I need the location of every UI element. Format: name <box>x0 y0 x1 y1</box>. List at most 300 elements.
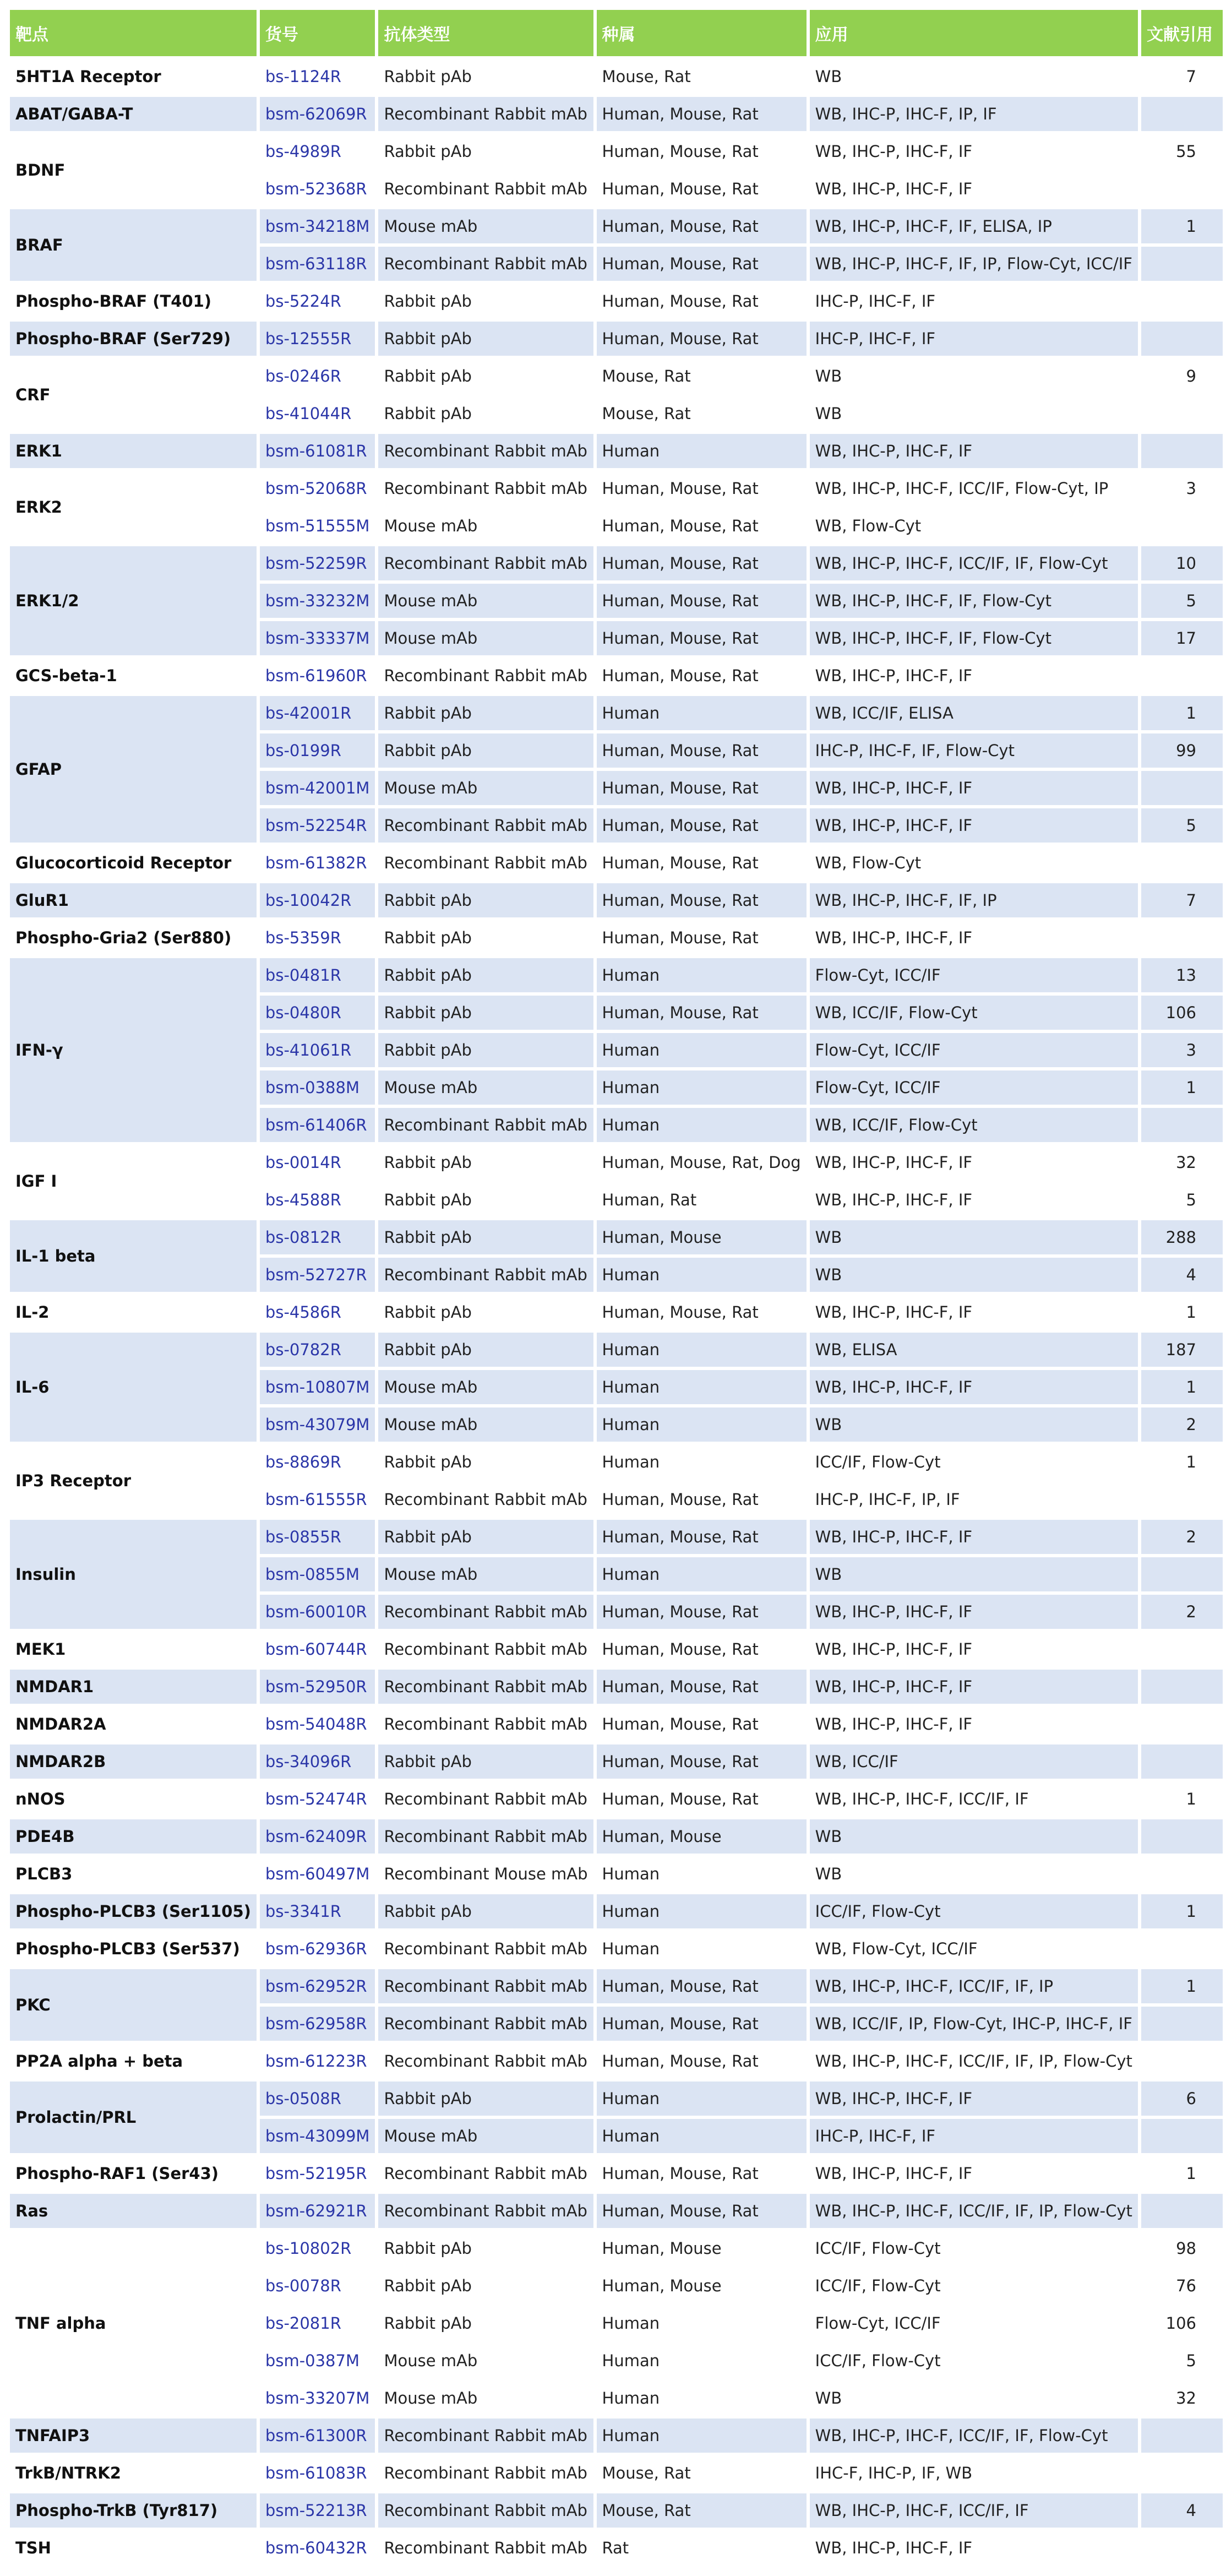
application-cell: WB, ICC/IF, Flow-Cyt <box>810 1108 1138 1142</box>
application-cell: WB, IHC-P, IHC-F, ICC/IF, IF, IP, Flow-Cyt <box>810 2044 1138 2078</box>
table-row <box>10 1744 1223 1779</box>
antibody-type-cell: Rabbit pAb <box>378 1033 593 1067</box>
application-cell: WB, IHC-P, IHC-F, IF <box>810 1670 1138 1704</box>
catalog-cell[interactable]: bs-0014R <box>260 1145 375 1180</box>
citations-cell <box>1141 1819 1223 1854</box>
antibody-table <box>7 7 1226 2568</box>
species-cell: Human, Mouse, Rat <box>597 2156 807 2191</box>
target-cell: Phospho-RAF1 (Ser43) <box>10 2156 257 2191</box>
citations-cell <box>1141 2456 1223 2490</box>
table-row <box>10 846 1223 880</box>
species-cell: Mouse, Rat <box>597 59 807 94</box>
catalog-cell[interactable]: bsm-52213R <box>260 2493 375 2528</box>
catalog-cell[interactable]: bsm-52254R <box>260 808 375 843</box>
target-cell: MEK1 <box>10 1632 257 1666</box>
citations-cell: 9 <box>1141 359 1223 393</box>
species-cell: Human, Mouse, Rat <box>597 733 807 768</box>
antibody-type-cell: Recombinant Rabbit mAb <box>378 2531 593 2565</box>
catalog-cell[interactable]: bs-0812R <box>260 1220 375 1254</box>
table-row <box>10 97 1223 131</box>
species-cell: Human <box>597 1557 807 1591</box>
species-cell: Human <box>597 1407 807 1442</box>
citations-cell: 32 <box>1141 2381 1223 2415</box>
citations-cell: 4 <box>1141 1258 1223 1292</box>
species-cell: Human, Mouse, Rat <box>597 134 807 169</box>
application-cell: WB, IHC-P, IHC-F, ICC/IF, IF, IP, Flow-Cyt <box>810 2194 1138 2228</box>
citations-cell <box>1141 1482 1223 1517</box>
target-cell: GluR1 <box>10 883 257 917</box>
application-cell: ICC/IF, Flow-Cyt <box>810 1894 1138 1928</box>
citations-cell: 13 <box>1141 958 1223 992</box>
species-cell: Human <box>597 2381 807 2415</box>
application-cell: WB, IHC-P, IHC-F, IF <box>810 2156 1138 2191</box>
citations-cell <box>1141 2044 1223 2078</box>
species-cell: Human <box>597 1370 807 1404</box>
antibody-type-cell: Rabbit pAb <box>378 59 593 94</box>
species-cell: Human, Mouse, Rat <box>597 846 807 880</box>
catalog-cell[interactable]: bs-42001R <box>260 696 375 730</box>
antibody-type-cell: Rabbit pAb <box>378 958 593 992</box>
antibody-type-cell: Rabbit pAb <box>378 2082 593 2116</box>
catalog-cell[interactable]: bsm-52068R <box>260 471 375 506</box>
application-cell: WB, IHC-P, IHC-F, IF <box>810 1145 1138 1180</box>
catalog-cell[interactable]: bs-3341R <box>260 1894 375 1928</box>
antibody-type-cell: Recombinant Rabbit mAb <box>378 1595 593 1629</box>
species-cell: Rat <box>597 2531 807 2565</box>
header-application: 应用 <box>810 10 1138 56</box>
antibody-type-cell: Mouse mAb <box>378 2119 593 2153</box>
catalog-cell[interactable]: bs-2081R <box>260 2306 375 2340</box>
catalog-cell[interactable]: bsm-62921R <box>260 2194 375 2228</box>
application-cell: WB <box>810 2381 1138 2415</box>
catalog-cell[interactable]: bsm-63118R <box>260 247 375 281</box>
application-cell: WB, IHC-P, IHC-F, IF <box>810 921 1138 955</box>
species-cell: Human, Mouse, Rat <box>597 1595 807 1629</box>
application-cell: ICC/IF, Flow-Cyt <box>810 2344 1138 2378</box>
species-cell: Human <box>597 2082 807 2116</box>
citations-cell: 3 <box>1141 471 1223 506</box>
catalog-cell[interactable]: bsm-62952R <box>260 1969 375 2003</box>
antibody-type-cell: Rabbit pAb <box>378 359 593 393</box>
catalog-cell[interactable]: bs-4586R <box>260 1295 375 1329</box>
target-cell: IL-1 beta <box>10 1220 257 1292</box>
catalog-cell[interactable]: bsm-52195R <box>260 2156 375 2191</box>
catalog-cell[interactable]: bs-34096R <box>260 1744 375 1779</box>
catalog-cell[interactable]: bs-8869R <box>260 1445 375 1479</box>
antibody-type-cell: Rabbit pAb <box>378 396 593 431</box>
table-row <box>10 2082 1223 2116</box>
table-row <box>10 434 1223 468</box>
catalog-cell[interactable]: bs-0480R <box>260 996 375 1030</box>
table-row <box>10 958 1223 992</box>
species-cell: Human, Mouse, Rat <box>597 172 807 206</box>
target-cell: BDNF <box>10 134 257 206</box>
application-cell: WB, IHC-P, IHC-F, IF <box>810 1295 1138 1329</box>
citations-cell <box>1141 2419 1223 2453</box>
table-row <box>10 2156 1223 2191</box>
table-row <box>10 1894 1223 1928</box>
catalog-cell[interactable]: bs-0782R <box>260 1333 375 1367</box>
catalog-cell[interactable]: bsm-61081R <box>260 434 375 468</box>
antibody-type-cell: Recombinant Mouse mAb <box>378 1857 593 1891</box>
antibody-type-cell: Rabbit pAb <box>378 1183 593 1217</box>
header-row <box>10 10 1223 56</box>
catalog-cell[interactable]: bsm-10807M <box>260 1370 375 1404</box>
species-cell: Human, Mouse <box>597 1220 807 1254</box>
species-cell: Human <box>597 1445 807 1479</box>
application-cell: ICC/IF, Flow-Cyt <box>810 2231 1138 2265</box>
catalog-cell[interactable]: bsm-52368R <box>260 172 375 206</box>
antibody-type-cell: Recombinant Rabbit mAb <box>378 1108 593 1142</box>
citations-cell: 98 <box>1141 2231 1223 2265</box>
antibody-type-cell: Mouse mAb <box>378 2381 593 2415</box>
antibody-type-cell: Mouse mAb <box>378 584 593 618</box>
catalog-cell[interactable]: bs-10042R <box>260 883 375 917</box>
citations-cell <box>1141 396 1223 431</box>
table-row <box>10 1969 1223 2003</box>
catalog-cell[interactable]: bsm-0855M <box>260 1557 375 1591</box>
application-cell: WB, IHC-P, IHC-F, IF <box>810 771 1138 805</box>
application-cell: IHC-P, IHC-F, IP, IF <box>810 1482 1138 1517</box>
application-cell: WB <box>810 59 1138 94</box>
citations-cell <box>1141 1744 1223 1779</box>
catalog-cell[interactable]: bsm-60744R <box>260 1632 375 1666</box>
target-cell: NMDAR1 <box>10 1670 257 1704</box>
table-row <box>10 322 1223 356</box>
application-cell: WB, IHC-P, IHC-F, ICC/IF, IF, Flow-Cyt <box>810 2419 1138 2453</box>
species-cell: Human <box>597 1033 807 1067</box>
citations-cell <box>1141 2531 1223 2565</box>
catalog-cell[interactable]: bsm-33207M <box>260 2381 375 2415</box>
table-row <box>10 1220 1223 1254</box>
table-row <box>10 1445 1223 1479</box>
catalog-cell[interactable]: bsm-60432R <box>260 2531 375 2565</box>
catalog-cell[interactable]: bs-41044R <box>260 396 375 431</box>
application-cell: WB, ICC/IF <box>810 1744 1138 1779</box>
application-cell: WB, IHC-P, IHC-F, IF <box>810 2531 1138 2565</box>
application-cell: WB, IHC-P, IHC-F, IF <box>810 2082 1138 2116</box>
antibody-type-cell: Recombinant Rabbit mAb <box>378 1969 593 2003</box>
antibody-type-cell: Mouse mAb <box>378 1557 593 1591</box>
target-cell: ABAT/GABA-T <box>10 97 257 131</box>
species-cell: Human <box>597 1258 807 1292</box>
target-cell: IFN-γ <box>10 958 257 1142</box>
catalog-cell[interactable]: bsm-62409R <box>260 1819 375 1854</box>
antibody-type-cell: Mouse mAb <box>378 1407 593 1442</box>
citations-cell: 106 <box>1141 996 1223 1030</box>
catalog-cell[interactable]: bsm-52474R <box>260 1782 375 1816</box>
citations-cell: 1 <box>1141 1969 1223 2003</box>
citations-cell <box>1141 322 1223 356</box>
catalog-cell[interactable]: bsm-52727R <box>260 1258 375 1292</box>
catalog-cell[interactable]: bsm-0387M <box>260 2344 375 2378</box>
catalog-cell[interactable]: bsm-61406R <box>260 1108 375 1142</box>
antibody-type-cell: Recombinant Rabbit mAb <box>378 97 593 131</box>
header-catalog: 货号 <box>260 10 375 56</box>
catalog-cell[interactable]: bs-4588R <box>260 1183 375 1217</box>
citations-cell <box>1141 2007 1223 2041</box>
species-cell: Human <box>597 1070 807 1105</box>
table-row <box>10 1782 1223 1816</box>
citations-cell: 7 <box>1141 883 1223 917</box>
antibody-type-cell: Rabbit pAb <box>378 284 593 318</box>
species-cell: Human <box>597 2119 807 2153</box>
application-cell: IHC-P, IHC-F, IF <box>810 322 1138 356</box>
target-cell: Phospho-BRAF (Ser729) <box>10 322 257 356</box>
antibody-type-cell: Recombinant Rabbit mAb <box>378 2493 593 2528</box>
catalog-cell[interactable]: bsm-51555M <box>260 509 375 543</box>
antibody-type-cell: Rabbit pAb <box>378 1520 593 1554</box>
species-cell: Human, Mouse, Rat <box>597 209 807 243</box>
catalog-cell[interactable]: bs-0199R <box>260 733 375 768</box>
header-citations: 文献引用 <box>1141 10 1223 56</box>
citations-cell: 2 <box>1141 1595 1223 1629</box>
antibody-type-cell: Rabbit pAb <box>378 1445 593 1479</box>
table-row <box>10 883 1223 917</box>
antibody-type-cell: Recombinant Rabbit mAb <box>378 2456 593 2490</box>
application-cell: WB, IHC-P, IHC-F, IF, IP, Flow-Cyt, ICC/IF <box>810 247 1138 281</box>
antibody-type-cell: Rabbit pAb <box>378 996 593 1030</box>
application-cell: WB <box>810 396 1138 431</box>
catalog-cell[interactable]: bs-0246R <box>260 359 375 393</box>
table-row <box>10 2044 1223 2078</box>
target-cell: TSH <box>10 2531 257 2565</box>
citations-cell <box>1141 2194 1223 2228</box>
citations-cell: 6 <box>1141 2082 1223 2116</box>
antibody-type-cell: Mouse mAb <box>378 509 593 543</box>
citations-cell <box>1141 1108 1223 1142</box>
catalog-cell[interactable]: bsm-61555R <box>260 1482 375 1517</box>
catalog-cell[interactable]: bs-10802R <box>260 2231 375 2265</box>
catalog-cell[interactable]: bsm-52259R <box>260 546 375 580</box>
catalog-cell[interactable]: bsm-62936R <box>260 1932 375 1966</box>
citations-cell: 2 <box>1141 1407 1223 1442</box>
catalog-cell[interactable]: bsm-43079M <box>260 1407 375 1442</box>
species-cell: Human, Mouse, Rat <box>597 584 807 618</box>
species-cell: Mouse, Rat <box>597 396 807 431</box>
table-row <box>10 471 1223 506</box>
application-cell: WB, IHC-P, IHC-F, ICC/IF, Flow-Cyt, IP <box>810 471 1138 506</box>
species-cell: Human, Mouse, Rat, Dog <box>597 1145 807 1180</box>
application-cell: WB, IHC-P, IHC-F, IF <box>810 1183 1138 1217</box>
application-cell: WB <box>810 1220 1138 1254</box>
species-cell: Human, Mouse, Rat <box>597 1744 807 1779</box>
catalog-cell[interactable]: bs-0508R <box>260 2082 375 2116</box>
species-cell: Human <box>597 2306 807 2340</box>
application-cell: WB, Flow-Cyt, ICC/IF <box>810 1932 1138 1966</box>
citations-cell: 1 <box>1141 1782 1223 1816</box>
species-cell: Human, Mouse, Rat <box>597 471 807 506</box>
species-cell: Human <box>597 1108 807 1142</box>
target-cell: Glucocorticoid Receptor <box>10 846 257 880</box>
target-cell: Phospho-PLCB3 (Ser537) <box>10 1932 257 1966</box>
antibody-type-cell: Rabbit pAb <box>378 2269 593 2303</box>
application-cell: WB, IHC-P, IHC-F, IF <box>810 1707 1138 1741</box>
antibody-type-cell: Recombinant Rabbit mAb <box>378 172 593 206</box>
catalog-cell[interactable]: bsm-54048R <box>260 1707 375 1741</box>
table-row <box>10 2531 1223 2565</box>
citations-cell: 106 <box>1141 2306 1223 2340</box>
species-cell: Human, Mouse, Rat <box>597 883 807 917</box>
catalog-cell[interactable]: bs-0855R <box>260 1520 375 1554</box>
catalog-cell[interactable]: bs-4989R <box>260 134 375 169</box>
citations-cell: 17 <box>1141 621 1223 655</box>
citations-cell: 5 <box>1141 584 1223 618</box>
catalog-cell[interactable]: bs-0481R <box>260 958 375 992</box>
catalog-cell[interactable]: bsm-34218M <box>260 209 375 243</box>
table-row <box>10 696 1223 730</box>
citations-cell: 7 <box>1141 59 1223 94</box>
antibody-type-cell: Recombinant Rabbit mAb <box>378 1670 593 1704</box>
antibody-type-cell: Mouse mAb <box>378 771 593 805</box>
table-row <box>10 1295 1223 1329</box>
catalog-cell[interactable]: bsm-61382R <box>260 846 375 880</box>
catalog-cell[interactable]: bsm-33232M <box>260 584 375 618</box>
antibody-type-cell: Rabbit pAb <box>378 1220 593 1254</box>
table-row <box>10 1632 1223 1666</box>
antibody-type-cell: Rabbit pAb <box>378 1295 593 1329</box>
target-cell: nNOS <box>10 1782 257 1816</box>
catalog-cell[interactable]: bsm-62069R <box>260 97 375 131</box>
species-cell: Mouse, Rat <box>597 2456 807 2490</box>
target-cell: Phospho-TrkB (Tyr817) <box>10 2493 257 2528</box>
target-cell: GCS-beta-1 <box>10 659 257 693</box>
header-target: 靶点 <box>10 10 257 56</box>
species-cell: Human, Mouse, Rat <box>597 546 807 580</box>
table-row <box>10 2231 1223 2265</box>
table-row <box>10 209 1223 243</box>
table-row <box>10 659 1223 693</box>
catalog-cell[interactable]: bsm-61083R <box>260 2456 375 2490</box>
catalog-cell[interactable]: bs-0078R <box>260 2269 375 2303</box>
species-cell: Human, Mouse, Rat <box>597 1632 807 1666</box>
citations-cell: 5 <box>1141 2344 1223 2378</box>
citations-cell: 5 <box>1141 1183 1223 1217</box>
application-cell: WB <box>810 1819 1138 1854</box>
species-cell: Mouse, Rat <box>597 2493 807 2528</box>
catalog-cell[interactable]: bs-5359R <box>260 921 375 955</box>
catalog-cell[interactable]: bs-5224R <box>260 284 375 318</box>
citations-cell <box>1141 284 1223 318</box>
citations-cell: 187 <box>1141 1333 1223 1367</box>
table-row <box>10 1932 1223 1966</box>
antibody-type-cell: Recombinant Rabbit mAb <box>378 1258 593 1292</box>
citations-cell <box>1141 1670 1223 1704</box>
antibody-type-cell: Rabbit pAb <box>378 1333 593 1367</box>
species-cell: Human <box>597 1857 807 1891</box>
catalog-cell[interactable]: bsm-42001M <box>260 771 375 805</box>
application-cell: WB, IHC-P, IHC-F, IP, IF <box>810 97 1138 131</box>
catalog-cell[interactable]: bs-1124R <box>260 59 375 94</box>
catalog-cell[interactable]: bs-41061R <box>260 1033 375 1067</box>
antibody-type-cell: Recombinant Rabbit mAb <box>378 1482 593 1517</box>
target-cell: PKC <box>10 1969 257 2041</box>
species-cell: Human <box>597 1333 807 1367</box>
antibody-type-cell: Rabbit pAb <box>378 1145 593 1180</box>
species-cell: Human, Mouse, Rat <box>597 808 807 843</box>
catalog-cell[interactable]: bs-12555R <box>260 322 375 356</box>
citations-cell: 99 <box>1141 733 1223 768</box>
table-row <box>10 1520 1223 1554</box>
antibody-type-cell: Rabbit pAb <box>378 134 593 169</box>
table-row <box>10 1333 1223 1367</box>
catalog-cell[interactable]: bsm-60010R <box>260 1595 375 1629</box>
target-cell: ERK1/2 <box>10 546 257 655</box>
table-row <box>10 546 1223 580</box>
citations-cell: 1 <box>1141 209 1223 243</box>
application-cell: WB, ICC/IF, Flow-Cyt <box>810 996 1138 1030</box>
citations-cell: 288 <box>1141 1220 1223 1254</box>
catalog-cell[interactable]: bsm-60497M <box>260 1857 375 1891</box>
species-cell: Human, Mouse, Rat <box>597 284 807 318</box>
application-cell: WB, ELISA <box>810 1333 1138 1367</box>
target-cell: PDE4B <box>10 1819 257 1854</box>
catalog-cell[interactable]: bsm-0388M <box>260 1070 375 1105</box>
species-cell: Human, Mouse, Rat <box>597 1782 807 1816</box>
citations-cell <box>1141 434 1223 468</box>
species-cell: Human, Mouse, Rat <box>597 1295 807 1329</box>
catalog-cell[interactable]: bsm-52950R <box>260 1670 375 1704</box>
target-cell: TNFAIP3 <box>10 2419 257 2453</box>
citations-cell: 5 <box>1141 808 1223 843</box>
species-cell: Human, Mouse, Rat <box>597 322 807 356</box>
table-row <box>10 284 1223 318</box>
application-cell: WB, IHC-P, IHC-F, ICC/IF, IF, Flow-Cyt <box>810 546 1138 580</box>
table-row <box>10 921 1223 955</box>
target-cell: IL-6 <box>10 1333 257 1442</box>
target-cell: NMDAR2A <box>10 1707 257 1741</box>
antibody-type-cell: Recombinant Rabbit mAb <box>378 434 593 468</box>
catalog-cell[interactable]: bsm-62958R <box>260 2007 375 2041</box>
table-row <box>10 359 1223 393</box>
target-cell: PLCB3 <box>10 1857 257 1891</box>
citations-cell: 1 <box>1141 1070 1223 1105</box>
species-cell: Human <box>597 2344 807 2378</box>
citations-cell <box>1141 846 1223 880</box>
catalog-cell[interactable]: bsm-33337M <box>260 621 375 655</box>
application-cell: IHC-P, IHC-F, IF <box>810 284 1138 318</box>
target-cell: IGF I <box>10 1145 257 1217</box>
species-cell: Human, Mouse, Rat <box>597 659 807 693</box>
target-cell: PP2A alpha + beta <box>10 2044 257 2078</box>
species-cell: Human, Mouse <box>597 2269 807 2303</box>
catalog-cell[interactable]: bsm-43099M <box>260 2119 375 2153</box>
citations-cell: 10 <box>1141 546 1223 580</box>
antibody-type-cell: Rabbit pAb <box>378 2306 593 2340</box>
application-cell: WB, IHC-P, IHC-F, IF <box>810 1595 1138 1629</box>
catalog-cell[interactable]: bsm-61960R <box>260 659 375 693</box>
catalog-cell[interactable]: bsm-61223R <box>260 2044 375 2078</box>
citations-cell: 32 <box>1141 1145 1223 1180</box>
table-row <box>10 59 1223 94</box>
antibody-type-cell: Rabbit pAb <box>378 733 593 768</box>
species-cell: Human, Mouse, Rat <box>597 1670 807 1704</box>
application-cell: WB, IHC-P, IHC-F, IF, ELISA, IP <box>810 209 1138 243</box>
species-cell: Mouse, Rat <box>597 359 807 393</box>
catalog-cell[interactable]: bsm-61300R <box>260 2419 375 2453</box>
application-cell: WB, Flow-Cyt <box>810 509 1138 543</box>
antibody-type-cell: Recombinant Rabbit mAb <box>378 2044 593 2078</box>
species-cell: Human, Mouse, Rat <box>597 2007 807 2041</box>
target-cell: GFAP <box>10 696 257 843</box>
species-cell: Human <box>597 434 807 468</box>
application-cell: WB <box>810 1407 1138 1442</box>
antibody-type-cell: Recombinant Rabbit mAb <box>378 2007 593 2041</box>
target-cell: Insulin <box>10 1520 257 1629</box>
application-cell: WB <box>810 359 1138 393</box>
antibody-type-cell: Recombinant Rabbit mAb <box>378 2194 593 2228</box>
species-cell: Human, Mouse, Rat <box>597 1969 807 2003</box>
